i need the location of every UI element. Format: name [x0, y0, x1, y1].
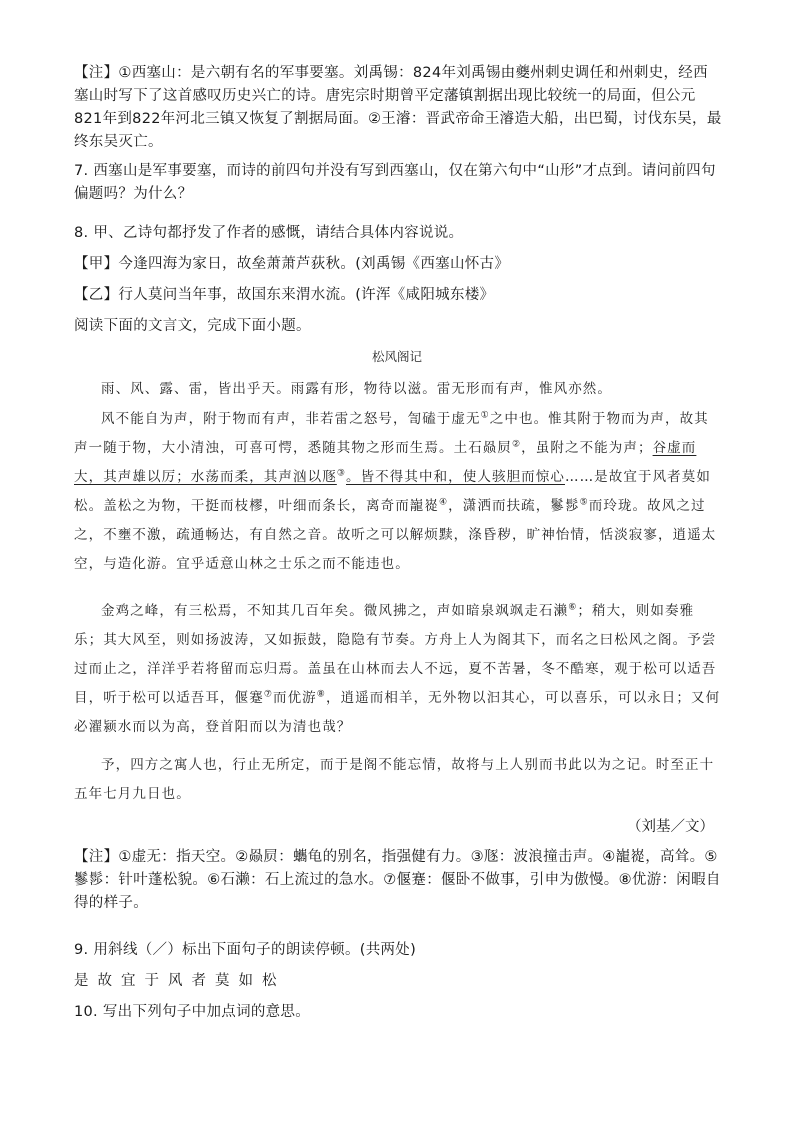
poem-b: 【乙】行人莫问当年事，故国东来渭水流。(许浑《咸阳城东楼》: [74, 287, 495, 303]
note-label: 【注】: [74, 65, 119, 81]
essay-paragraph-1: 雨、风、露、雷，皆出乎天。雨露有形，物待以滋。雷无形而有声，惟风亦然。: [101, 381, 612, 397]
footnote-marker: ③: [336, 468, 346, 479]
essay-paragraph-3: 金鸡之峰，有三松焉，不知其几百年矣。微风拂之，声如暗泉飒飒走石濑⑥；稍大，则如奏雅乐；其大风至，则如扬波涛，又如振鼓，隐隐有节奏。方舟上人为阁其下，而名之曰松风之阁。予尝过而止之，洋洋乎若将留而忘归焉。盖虽在山林而去人不远，夏不苦暑，冬不酷寒，观于松可以适吾目，听于松可以适吾耳，偃蹇⑦而优游⑧，逍遥而相羊，无外物以汩其心，可以喜乐，可以永日；又何必濯颍水而以为高，登首阳而以为清也哉？: [74, 602, 721, 735]
question-7: 7. 西塞山是军事要塞，而诗的前四句并没有写到西塞山，仅在第六句中“山形”才点到。请问前四句偏题吗？为什么？: [74, 163, 716, 202]
footnote-marker: ④: [439, 497, 449, 508]
question-10: 10. 写出下列句子中加点词的意思。: [74, 1004, 311, 1020]
note-essay: [74, 846, 722, 915]
note-text: ①虚无：指天空。②赑屃：蠵龟的别名，指强健有力。③豗：波浪撞击声。④巃嵸，高耸。⑤鬖髿：针叶蓬松貌。⑥石濑：石上流过的急水。⑦偃蹇：偃卧不做事，引申为傲慢。⑧优游：闲暇自得的样子。: [74, 849, 721, 911]
footnote-marker: ⑧: [316, 689, 326, 700]
question-9: 9. 用斜线（／）标出下面句子的朗读停顿。(共两处): [74, 942, 417, 958]
reading-instruction: 阅读下面的文言文，完成下面小题。: [74, 318, 311, 334]
question-9-sentence: 是故宜于风者莫如松: [74, 973, 286, 989]
poem-a: 【甲】今逢四海为家日，故垒萧萧芦荻秋。(刘禹锡《西塞山怀古》: [74, 256, 510, 272]
essay-title: 松风阁记: [371, 349, 422, 364]
underlined-sentence: 谷虚而大，其声雄以厉；水荡而柔，其声汹以豗: [74, 440, 697, 485]
essay-paragraph-4: 予，四方之寓人也，行止无所定，而于是阁不能忘情，故将与上人别而书此以为之记。时至正十五年七月九日也。: [74, 757, 715, 802]
essay-paragraph-2: 风不能自为声，附于物而有声，非若雷之怒号，訇磕于虚无①之中也。惟其附于物而为声，故其声一随于物，大小清浊，可喜可愕，悉随其物之形而生焉。土石赑屃②，虽附之不能为声；谷虚而大，其声雄以厉；水荡而柔，其声汹以豗③。皆不得其中和，使人骇胆而惊心……是故宜于风者莫如松。盖松之为物，干挺而枝樛，叶细而条长，离奇而巃嵸④，潇洒而扶疏，鬖髿⑤而玲珑。故风之过之，不壅不激，疏通畅达，有自然之音。故听之可以解烦黩，涤昏秽，旷神怡情，恬淡寂寥，逍遥太空，与造化游。宜乎适意山林之士乐之而不能违也。: [74, 410, 717, 572]
question-8: 8. 甲、乙诗句都抒发了作者的感慨，请结合具体内容说说。: [74, 225, 464, 241]
footnote-marker: ②: [512, 439, 522, 450]
note-poem: [74, 62, 722, 154]
note-label: 【注】: [74, 849, 119, 865]
footnote-marker: ⑦: [263, 689, 273, 700]
footnote-marker: ⑤: [579, 497, 589, 508]
footnote-marker: ①: [480, 410, 490, 421]
note-text: ①西塞山：是六朝有名的军事要塞。刘禹锡：824年刘禹锡由夔州刺史调任和州刺史，经西塞山时写下了这首感叹历史兴亡的诗。唐宪宗时期曾平定藩镇割据出现比较统一的局面，但公元821年到822年河北三镇又恢复了割据局面。②王濬：晋武帝命王濬造大船，出巴蜀，讨伐东吴，最终东吴灭亡。: [74, 65, 722, 150]
underlined-sentence: 。皆不得其中和，使人骇胆而惊心: [345, 469, 565, 485]
essay-author: （刘基／文）: [627, 819, 714, 835]
footnote-marker: ⑥: [568, 602, 578, 613]
